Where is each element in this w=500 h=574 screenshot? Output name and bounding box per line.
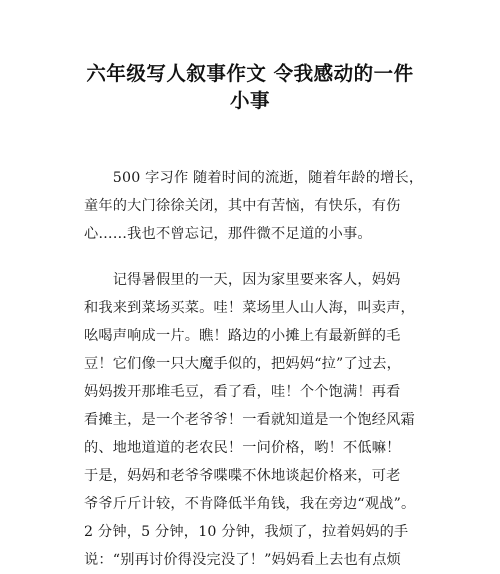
text-line: 的、地地道道的老农民！一问价格，哟！不低嘛！	[84, 440, 401, 456]
text-line: 心……我也不曾忘记，那件微不足道的小事。	[84, 226, 372, 242]
title-line: 小事	[229, 89, 270, 112]
text-line: 记得暑假里的一天，因为家里要来客人，妈妈	[84, 272, 401, 288]
text-line: 妈妈拨开那堆毛豆，看了看，哇！个个饱满！再看	[84, 384, 401, 400]
text-line: 爷爷斤斤计较，不肯降低半角钱，我在旁边“观战”。	[84, 496, 416, 512]
text-line: 吆喝声响成一片。瞧！路边的小摊上有最新鲜的毛	[84, 328, 401, 344]
text-line: 和我来到菜场买菜。哇！菜场里人山人海，叫卖声，	[84, 300, 415, 316]
text-line: 2 分钟，5 分钟，10 分钟，我烦了，拉着妈妈的手	[84, 524, 409, 540]
document-title	[60, 60, 440, 114]
text-line: 500 字习作 随着时间的流逝，随着年龄的增长，	[84, 170, 424, 186]
text-line: 童年的大门徐徐关闭，其中有苦恼，有快乐，有伤	[84, 198, 401, 214]
paragraph-intro	[84, 164, 444, 248]
text-line: 豆！它们像一只大魔手似的，把妈妈“拉”了过去，	[84, 356, 402, 372]
text-line: 看摊主，是一个老爷爷！一看就知道是一个饱经风霜	[84, 412, 415, 428]
title-line: 六年级写人叙事作文 令我感动的一件	[86, 62, 414, 85]
text-line: 于是，妈妈和老爷爷喋喋不休地谈起价格来，可老	[84, 468, 401, 484]
paragraph-story	[84, 266, 444, 574]
text-line: 说：“别再讨价得没完没了！”妈妈看上去也有点烦	[84, 552, 402, 568]
